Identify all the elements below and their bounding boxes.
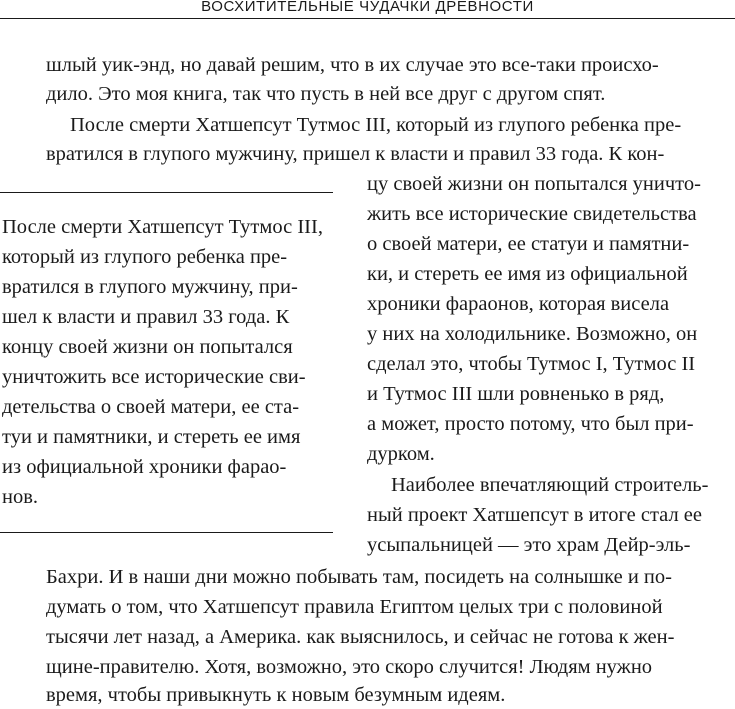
pull-quote-top-rule <box>0 192 333 193</box>
body-line: дурком. <box>367 443 435 465</box>
body-line: тысячи лет назад, а Америка. как выяснилось, и сейчас не готова к жен- <box>46 626 675 648</box>
pull-quote-line: После смерти Хатшепсут Тутмос III, <box>2 216 323 238</box>
body-line: хроники фараонов, которая висела <box>367 293 670 315</box>
pull-quote-line: нов. <box>2 486 39 508</box>
body-line: Бахри. И в наши дни можно побывать там, посидеть на солнышке и по- <box>46 566 672 588</box>
body-line: жить все исторические свидетельства <box>367 203 697 225</box>
body-line: шлый уик-энд, но давай решим, что в их случае это все-таки происхо- <box>46 54 659 76</box>
running-head: ВОСХИТИТЕЛЬНЫЕ ЧУДАЧКИ ДРЕВНОСТИ <box>201 0 534 15</box>
body-line: дило. Это моя книга, так что пусть в ней все друг с другом спят. <box>46 83 606 105</box>
pull-quote-line: вратился в глупого мужчину, при- <box>2 276 298 298</box>
body-line: Наиболее впечатляющий строитель- <box>391 474 709 496</box>
body-line: вратился в глупого мужчину, пришел к власти и правил 33 года. К кон- <box>46 143 665 165</box>
body-line: усыпальницей — это храм Дейр-эль- <box>367 534 691 556</box>
body-line: щине-правителю. Хотя, возможно, это скоро случится! Людям нужно <box>46 656 653 678</box>
pull-quote-line: туи и памятники, и стереть ее имя <box>2 426 301 448</box>
body-line: цу своей жизни он попытался уничто- <box>367 173 701 195</box>
body-line: о своей матери, ее статуи и памятни- <box>367 233 690 255</box>
pull-quote-line: уничтожить все исторические сви- <box>2 366 306 388</box>
pull-quote-line: детельства о своей матери, ее ста- <box>2 396 300 418</box>
pull-quote-line: который из глупого ребенка пре- <box>2 246 288 268</box>
body-line: думать о том, что Хатшепсут правила Египтом целых три с половиной <box>46 596 663 618</box>
pull-quote-line: шел к власти и правил 33 года. К <box>2 306 290 328</box>
body-line: а может, просто потому, что был при- <box>367 413 694 435</box>
body-line: ки, и стереть ее имя из официальной <box>367 263 688 285</box>
pull-quote-line: из официальной хроники фарао- <box>2 456 287 478</box>
body-line: время, чтобы привыкнуть к новым безумным идеям. <box>46 684 506 706</box>
pull-quote-line: концу своей жизни он попытался <box>2 336 293 358</box>
body-line: сделал это, чтобы Тутмос I, Тутмос II <box>367 353 696 375</box>
body-line: и Тутмос III шли ровненько в ряд, <box>367 383 665 405</box>
running-head-rule <box>0 18 735 19</box>
body-line: у них на холодильнике. Возможно, он <box>367 323 698 345</box>
body-line: После смерти Хатшепсут Тутмос III, который из глупого ребенка пре- <box>70 114 682 136</box>
body-line: ный проект Хатшепсут в итоге стал ее <box>367 504 702 526</box>
pull-quote-bottom-rule <box>0 532 333 533</box>
